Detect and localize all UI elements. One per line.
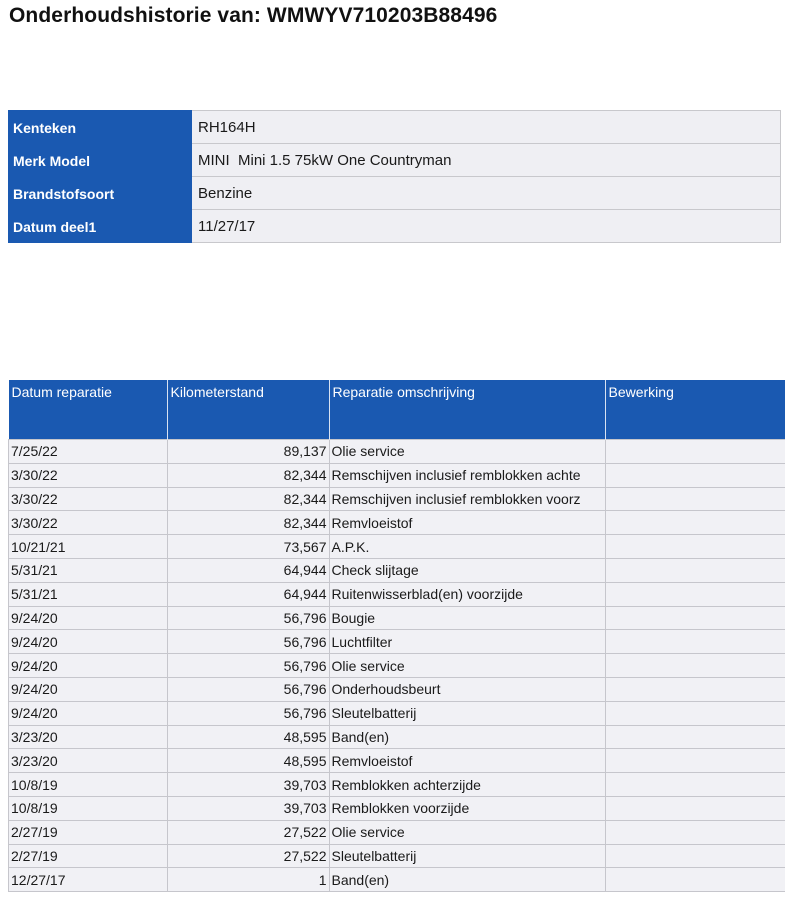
cell-date: 9/24/20: [9, 677, 168, 701]
cell-kilometerstand: 82,344: [167, 511, 329, 535]
info-row-kenteken: [9, 111, 781, 144]
cell-bewerking: [605, 820, 785, 844]
history-header-row: [9, 380, 785, 440]
table-row: [9, 820, 785, 844]
cell-omschrijving: Olie service: [329, 440, 605, 464]
cell-kilometerstand: 56,796: [167, 677, 329, 701]
cell-kilometerstand: 64,944: [167, 582, 329, 606]
column-header-omschrijving: Reparatie omschrijving: [329, 380, 605, 440]
cell-date: 9/24/20: [9, 606, 168, 630]
cell-omschrijving: Remvloeistof: [329, 749, 605, 773]
cell-omschrijving: Band(en): [329, 868, 605, 892]
cell-bewerking: [605, 535, 785, 559]
info-row-datum-deel1: [9, 210, 781, 243]
maintenance-history-table: [8, 380, 785, 892]
table-row: [9, 440, 785, 464]
cell-kilometerstand: 39,703: [167, 773, 329, 797]
table-row: [9, 725, 785, 749]
cell-kilometerstand: 82,344: [167, 487, 329, 511]
cell-omschrijving: A.P.K.: [329, 535, 605, 559]
column-header-datum: Datum reparatie: [9, 380, 168, 440]
cell-bewerking: [605, 582, 785, 606]
info-value: Benzine: [192, 177, 781, 210]
page-title: Onderhoudshistorie van: WMWYV710203B88496: [9, 4, 498, 27]
info-value: RH164H: [192, 111, 781, 144]
cell-kilometerstand: 82,344: [167, 463, 329, 487]
cell-omschrijving: Remschijven inclusief remblokken achte: [329, 463, 605, 487]
cell-date: 12/27/17: [9, 868, 168, 892]
cell-bewerking: [605, 844, 785, 868]
info-row-merk-model: [9, 144, 781, 177]
cell-bewerking: [605, 511, 785, 535]
table-row: [9, 630, 785, 654]
cell-kilometerstand: 73,567: [167, 535, 329, 559]
cell-date: 3/30/22: [9, 511, 168, 535]
cell-omschrijving: Remblokken voorzijde: [329, 796, 605, 820]
table-row: [9, 749, 785, 773]
cell-bewerking: [605, 868, 785, 892]
table-row: [9, 535, 785, 559]
info-label: Brandstofsoort: [9, 177, 192, 210]
cell-kilometerstand: 39,703: [167, 796, 329, 820]
cell-bewerking: [605, 558, 785, 582]
cell-omschrijving: Remblokken achterzijde: [329, 773, 605, 797]
cell-kilometerstand: 56,796: [167, 630, 329, 654]
cell-omschrijving: Olie service: [329, 820, 605, 844]
cell-date: 9/24/20: [9, 630, 168, 654]
cell-omschrijving: Olie service: [329, 654, 605, 678]
table-row: [9, 677, 785, 701]
cell-omschrijving: Ruitenwisserblad(en) voorzijde: [329, 582, 605, 606]
cell-date: 7/25/22: [9, 440, 168, 464]
cell-bewerking: [605, 630, 785, 654]
info-label: Merk Model: [9, 144, 192, 177]
table-row: [9, 796, 785, 820]
cell-bewerking: [605, 487, 785, 511]
cell-bewerking: [605, 463, 785, 487]
cell-date: 3/23/20: [9, 749, 168, 773]
cell-omschrijving: Remschijven inclusief remblokken voorz: [329, 487, 605, 511]
cell-bewerking: [605, 606, 785, 630]
table-row: [9, 654, 785, 678]
cell-kilometerstand: 56,796: [167, 654, 329, 678]
cell-kilometerstand: 64,944: [167, 558, 329, 582]
cell-date: 2/27/19: [9, 820, 168, 844]
table-row: [9, 487, 785, 511]
cell-kilometerstand: 56,796: [167, 701, 329, 725]
table-row: [9, 868, 785, 892]
info-value: MINI Mini 1.5 75kW One Countryman: [192, 144, 781, 177]
cell-omschrijving: Sleutelbatterij: [329, 844, 605, 868]
table-row: [9, 773, 785, 797]
cell-kilometerstand: 89,137: [167, 440, 329, 464]
cell-omschrijving: Bougie: [329, 606, 605, 630]
column-header-kilometerstand: Kilometerstand: [167, 380, 329, 440]
vehicle-info-table: [8, 110, 781, 243]
cell-bewerking: [605, 677, 785, 701]
cell-date: 10/8/19: [9, 773, 168, 797]
cell-kilometerstand: 1: [167, 868, 329, 892]
cell-date: 2/27/19: [9, 844, 168, 868]
table-row: [9, 606, 785, 630]
cell-date: 5/31/21: [9, 582, 168, 606]
info-label: Datum deel1: [9, 210, 192, 243]
cell-date: 9/24/20: [9, 654, 168, 678]
table-row: [9, 844, 785, 868]
cell-kilometerstand: 27,522: [167, 820, 329, 844]
cell-kilometerstand: 27,522: [167, 844, 329, 868]
cell-kilometerstand: 48,595: [167, 749, 329, 773]
cell-omschrijving: Remvloeistof: [329, 511, 605, 535]
cell-date: 5/31/21: [9, 558, 168, 582]
cell-bewerking: [605, 440, 785, 464]
cell-omschrijving: Onderhoudsbeurt: [329, 677, 605, 701]
cell-omschrijving: Check slijtage: [329, 558, 605, 582]
cell-bewerking: [605, 701, 785, 725]
cell-bewerking: [605, 725, 785, 749]
table-row: [9, 558, 785, 582]
cell-bewerking: [605, 773, 785, 797]
cell-date: 10/8/19: [9, 796, 168, 820]
cell-omschrijving: Luchtfilter: [329, 630, 605, 654]
cell-date: 9/24/20: [9, 701, 168, 725]
cell-date: 3/30/22: [9, 463, 168, 487]
cell-date: 3/30/22: [9, 487, 168, 511]
cell-bewerking: [605, 654, 785, 678]
cell-omschrijving: Band(en): [329, 725, 605, 749]
info-row-brandstofsoort: [9, 177, 781, 210]
cell-bewerking: [605, 796, 785, 820]
cell-date: 3/23/20: [9, 725, 168, 749]
table-row: [9, 582, 785, 606]
table-row: [9, 511, 785, 535]
info-value: 11/27/17: [192, 210, 781, 243]
table-row: [9, 463, 785, 487]
cell-date: 10/21/21: [9, 535, 168, 559]
cell-bewerking: [605, 749, 785, 773]
info-label: Kenteken: [9, 111, 192, 144]
cell-kilometerstand: 56,796: [167, 606, 329, 630]
table-row: [9, 701, 785, 725]
cell-omschrijving: Sleutelbatterij: [329, 701, 605, 725]
cell-kilometerstand: 48,595: [167, 725, 329, 749]
column-header-bewerking: Bewerking: [605, 380, 785, 440]
